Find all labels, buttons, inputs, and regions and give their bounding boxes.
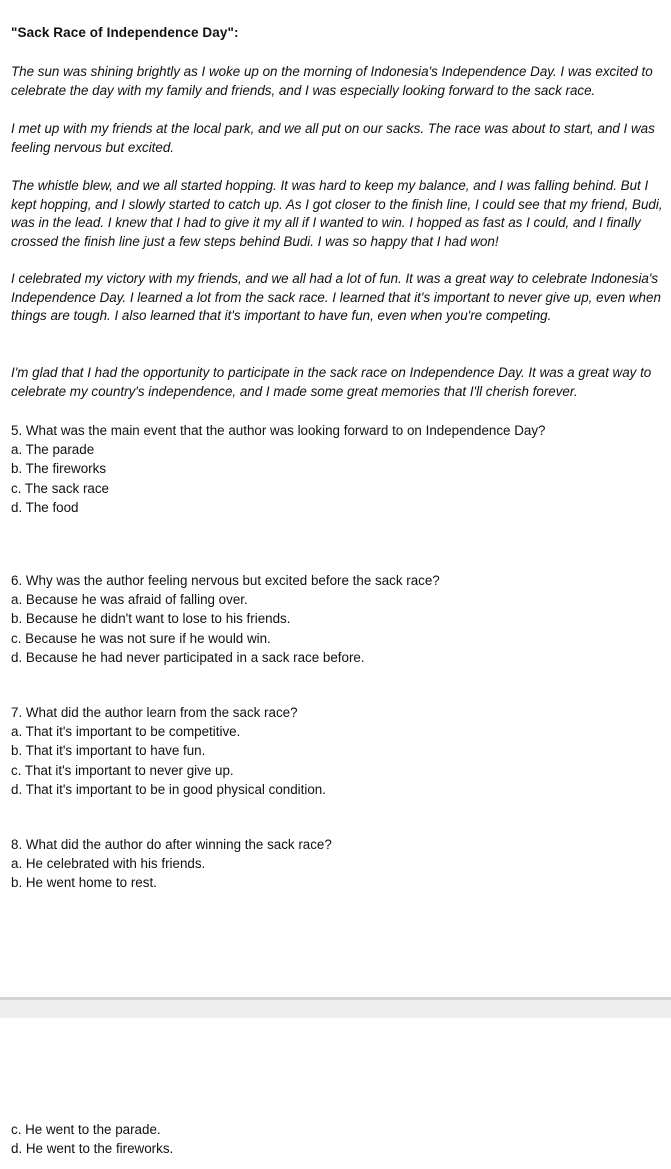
question-text: 5. What was the main event that the author was looking forward to on Independence Day? <box>11 423 546 438</box>
answer-option: b. He went home to rest. <box>11 875 157 891</box>
question-text: 7. What did the author learn from the sack race? <box>11 705 298 720</box>
story-paragraph-1: The sun was shining brightly as I woke up on the morning of Indonesia's Independence Day. I was excited to celebrate the day with my family and friends, and I was especially looking forward to the sack race. <box>11 64 653 98</box>
page-break-divider <box>0 997 671 1018</box>
story-paragraph-4: I celebrated my victory with my friends, and we all had a lot of fun. It was a great way to celebrate Indonesia's Independence Day. I learned a lot from the sack race. I learned that it's important to never give up, even when things are tough. I also learned that it's important to have fun, even when you're competing. <box>11 271 661 324</box>
question-5 <box>11 421 661 517</box>
answer-option: c. That it's important to never give up. <box>11 762 234 778</box>
answer-option: c. The sack race <box>11 480 109 496</box>
answer-option: b. Because he didn't want to lose to his friends. <box>11 611 291 627</box>
answer-option: a. He celebrated with his friends. <box>11 856 206 872</box>
answer-option: a. That it's important to be competitive. <box>11 724 241 740</box>
question-8 <box>11 835 661 893</box>
question-6 <box>11 571 661 667</box>
answer-option: d. Because he had never participated in a sack race before. <box>11 649 365 665</box>
question-text: 8. What did the author do after winning the sack race? <box>11 837 332 852</box>
story-title: "Sack Race of Independence Day": <box>11 25 239 40</box>
answer-option: a. The parade <box>11 442 95 458</box>
question-7 <box>11 703 661 799</box>
answer-option: c. He went to the parade. <box>11 1122 161 1137</box>
story-paragraph-2: I met up with my friends at the local park, and we all put on our sacks. The race was about to start, and I was feeling nervous but excited. <box>11 121 655 155</box>
story-paragraph-5: I'm glad that I had the opportunity to participate in the sack race on Independence Day. It was a great way to celebrate my country's independence, and I made some great memories that I'll cherish forever. <box>11 365 652 399</box>
answer-option: a. Because he was afraid of falling over. <box>11 592 248 608</box>
answer-option: d. He went to the fireworks. <box>11 1141 174 1157</box>
story-paragraph-3: The whistle blew, and we all started hopping. It was hard to keep my balance, and I was falling behind. But I kept hopping, and I slowly started to catch up. As I got closer to the finish line, I could see that my friend, Budi, was in the lead. I knew that I had to give it my all if I wanted to win. I hopped as fast as I could, and I finally crossed the finish line just a few steps behind Budi. I was so happy that I had won! <box>11 178 663 249</box>
question-8-continued <box>11 1120 661 1158</box>
answer-option: d. The food <box>11 499 79 515</box>
answer-option: d. That it's important to be in good physical condition. <box>11 781 326 797</box>
answer-option: b. The fireworks <box>11 461 107 477</box>
answer-option: c. Because he was not sure if he would win. <box>11 630 271 646</box>
answer-option: b. That it's important to have fun. <box>11 743 206 759</box>
question-text: 6. Why was the author feeling nervous but excited before the sack race? <box>11 573 440 588</box>
